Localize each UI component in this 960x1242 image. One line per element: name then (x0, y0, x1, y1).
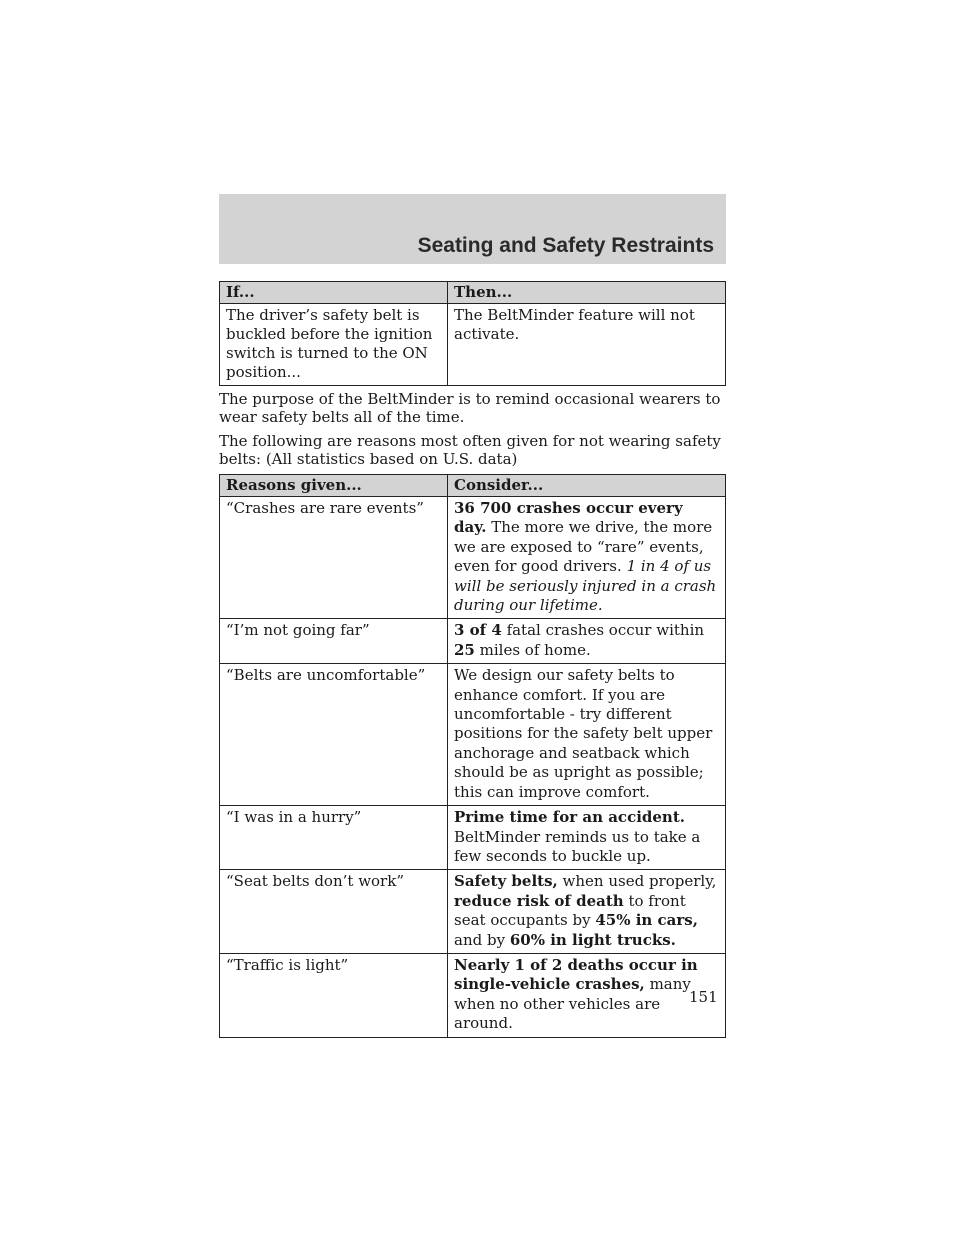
bold-text: 45% in cars, (595, 911, 698, 930)
body-text: when used properly, (562, 872, 717, 891)
column-header-reasons: Reasons given... (220, 475, 448, 497)
table-row (220, 806, 726, 870)
consider-cell (448, 497, 726, 619)
italic-text: 1 in 4 of us will be seriously injured in a crash during our lifetime. (454, 557, 717, 615)
consider-cell (448, 806, 726, 870)
consider-cell (448, 953, 726, 1037)
reason-cell: “Seat belts don’t work” (220, 870, 448, 954)
table-header-row (220, 282, 726, 304)
page-number: 151 (689, 988, 718, 1006)
consider-cell: We design our safety belts to enhance comfort. If you are uncomfortable - try different positions for the safety belt upper anchorage and seatback which should be as upright as possible; this can improve comfort. (448, 664, 726, 806)
bold-text: 36 700 crashes occur every day. (454, 499, 683, 537)
reason-cell: “Crashes are rare events” (220, 497, 448, 619)
bold-text: Safety belts, (454, 872, 558, 891)
column-header-consider: Consider... (448, 475, 726, 497)
table-row (220, 304, 726, 386)
condition-cell: The driver’s safety belt is buckled before the ignition switch is turned to the ON position... (220, 304, 448, 386)
reasons-table (219, 474, 726, 1038)
body-text: and by (454, 930, 506, 949)
reason-cell: “Belts are uncomfortable” (220, 664, 448, 806)
body-text: to front seat occupants by (454, 891, 686, 930)
body-text: fatal crashes occur within (506, 621, 705, 640)
reason-cell: “I’m not going far” (220, 619, 448, 664)
table-row (220, 953, 726, 1037)
body-text: miles of home. (474, 640, 591, 659)
bold-text: Nearly 1 of 2 deaths occur in single-vehicle crashes, (454, 955, 698, 994)
reason-cell: “I was in a hurry” (220, 806, 448, 870)
table-header-row (220, 475, 726, 497)
reason-cell: “Traffic is light” (220, 953, 448, 1037)
bold-text: 3 of 4 (454, 621, 502, 640)
table-row (220, 870, 726, 954)
bold-text: 60% in light trucks. (509, 930, 676, 949)
column-header-then: Then... (448, 282, 726, 304)
result-cell: The BeltMinder feature will not activate. (448, 304, 726, 386)
bold-text: 25 (454, 640, 475, 659)
column-header-if: If... (220, 282, 448, 304)
section-header-band (219, 194, 726, 264)
page-content (219, 281, 726, 1038)
beltminder-condition-table (219, 281, 726, 386)
body-text: many when no other vehicles are around. (454, 975, 691, 1033)
table-row (220, 619, 726, 664)
bold-text: Prime time for an accident. (454, 808, 685, 827)
table-row (220, 664, 726, 806)
consider-cell (448, 619, 726, 664)
reasons-intro-paragraph: The following are reasons most often given for not wearing safety belts: (All statistics based on U.S. data) (219, 432, 721, 468)
section-title: Seating and Safety Restraints (417, 234, 714, 257)
purpose-paragraph: The purpose of the BeltMinder is to remind occasional wearers to wear safety belts all of the time. (219, 390, 721, 426)
table-row (220, 497, 726, 619)
body-text: BeltMinder reminds us to take a few seconds to buckle up. (454, 827, 701, 865)
body-text: The more we drive, the more we are exposed to “rare” events, even for good drivers. (454, 518, 713, 576)
bold-text: reduce risk of death (454, 891, 624, 910)
consider-cell (448, 870, 726, 954)
